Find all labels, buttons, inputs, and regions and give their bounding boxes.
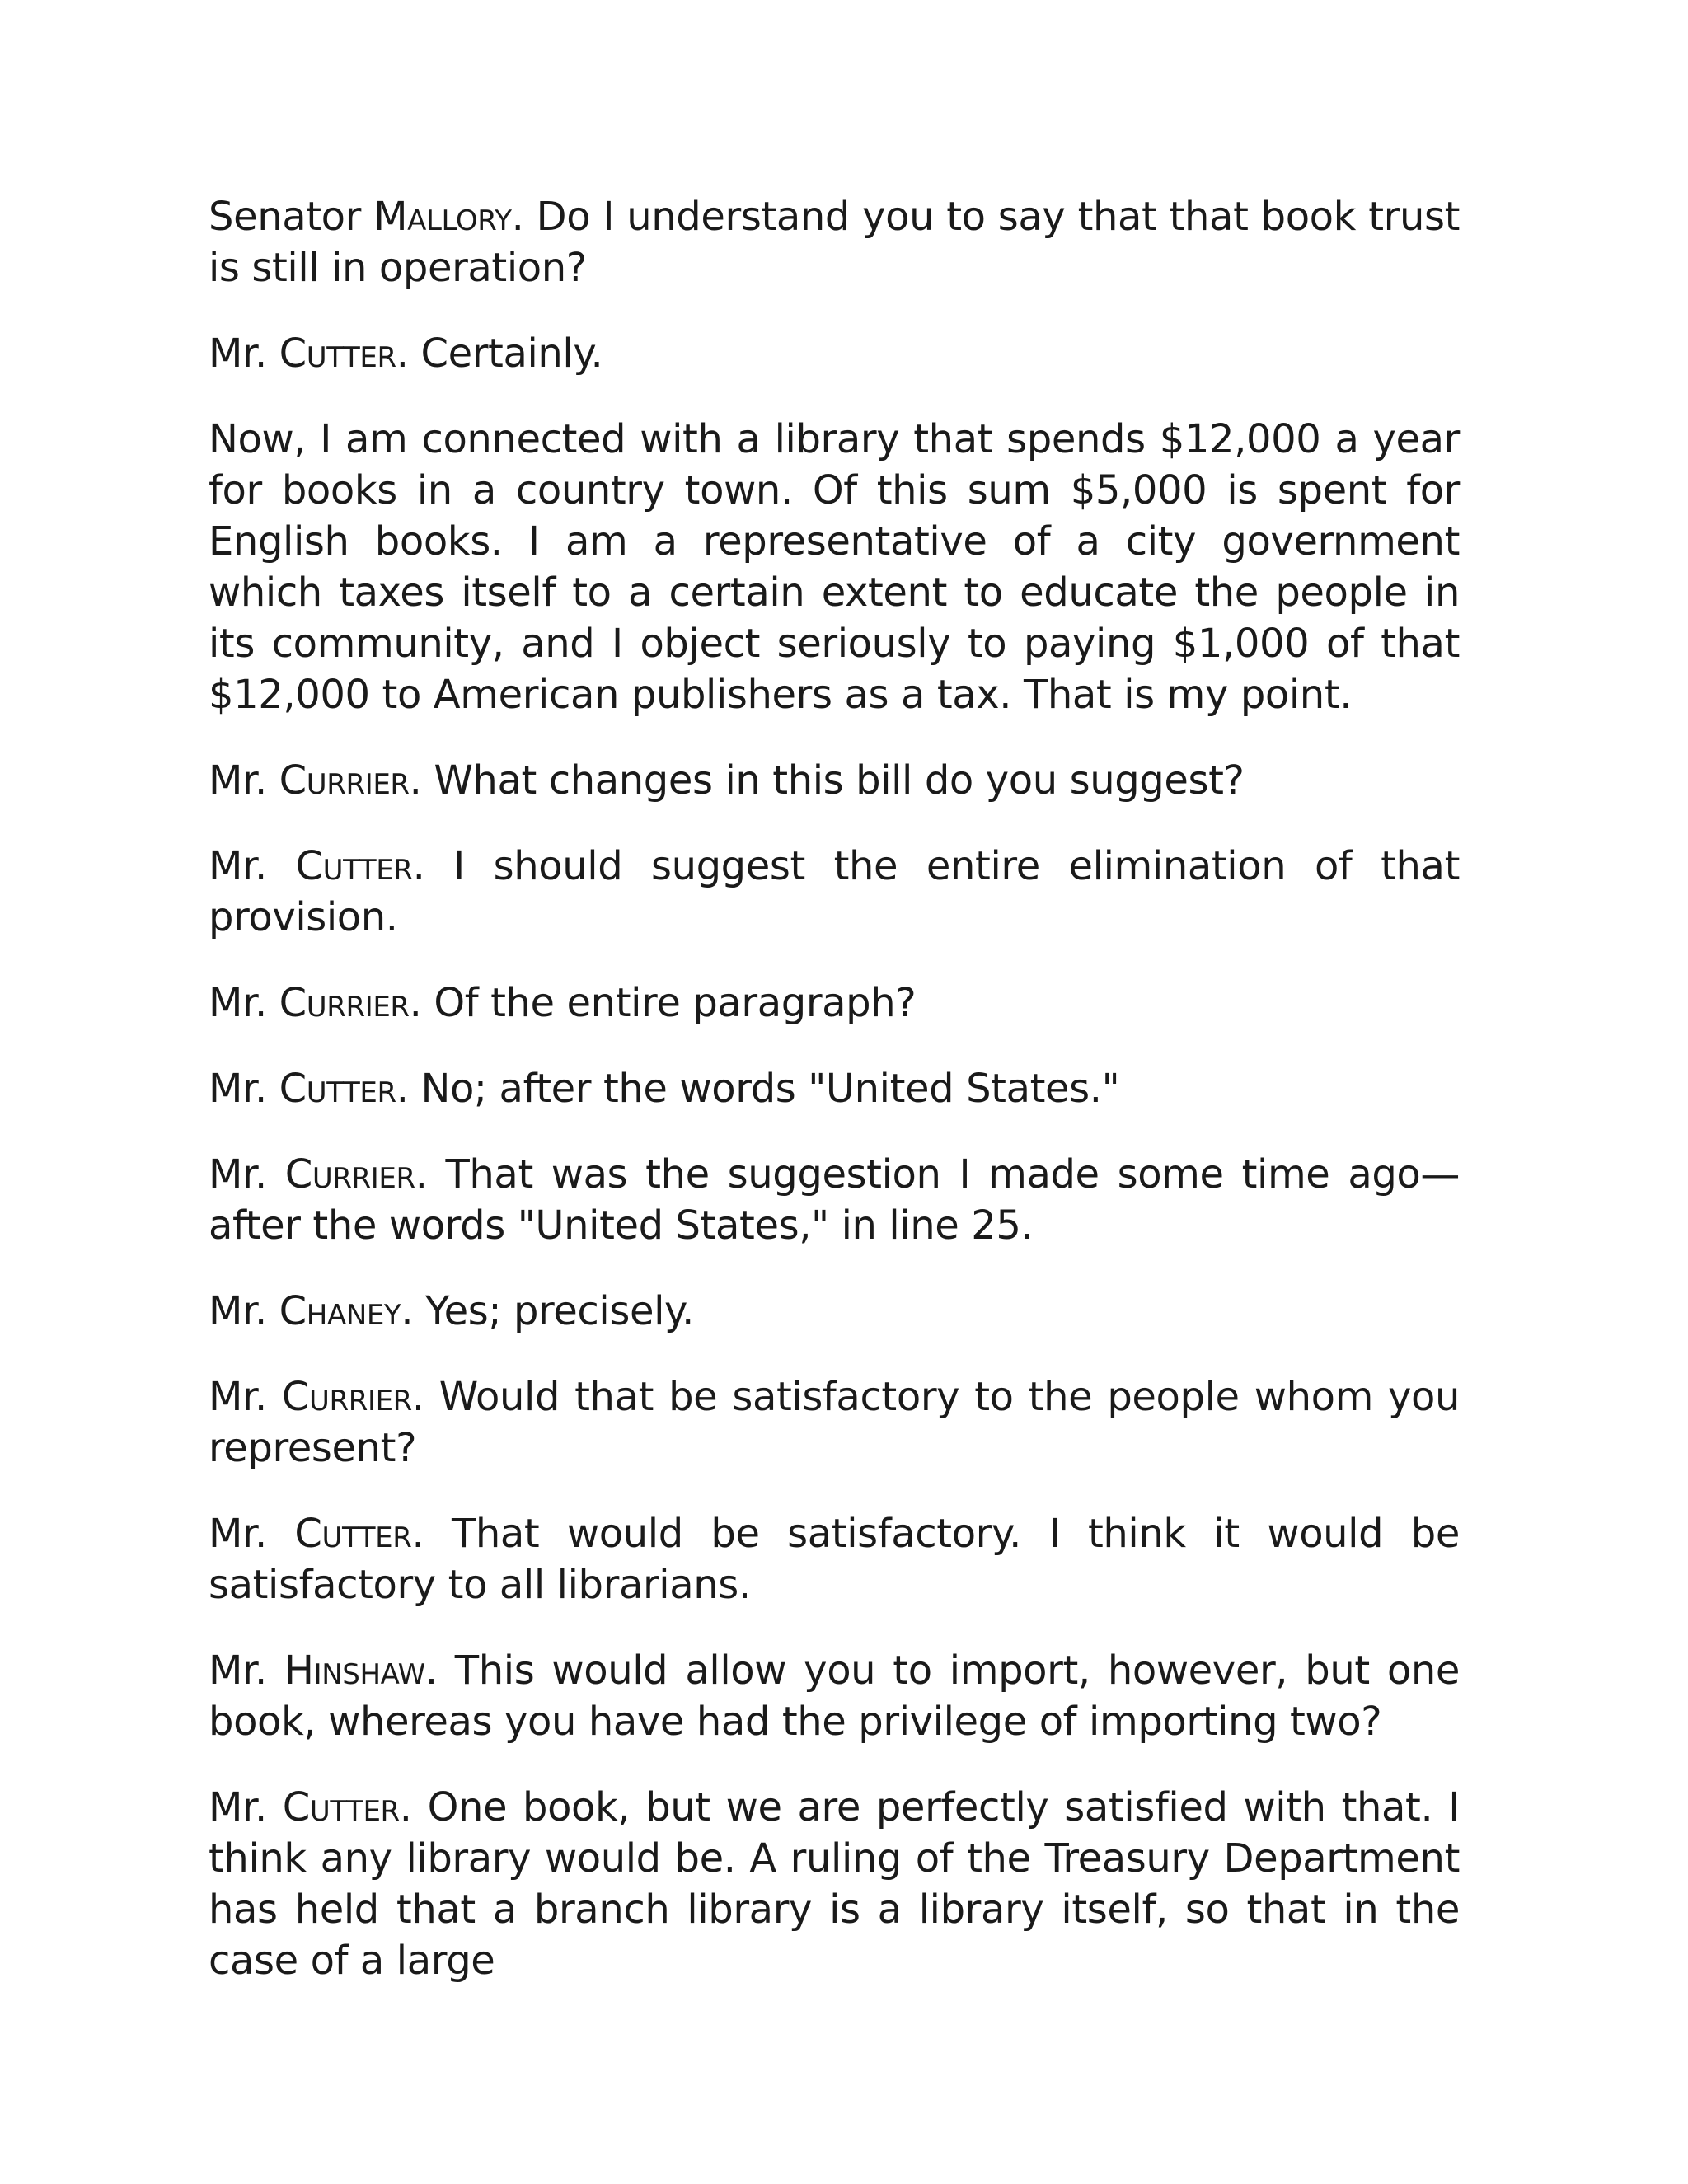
speaker-name: Chaney xyxy=(279,1288,401,1334)
paragraph xyxy=(209,1149,1460,1251)
speaker-title: Mr. xyxy=(209,1066,267,1112)
paragraph xyxy=(209,191,1460,293)
speaker-title: Mr. xyxy=(209,980,267,1026)
speaker-name: Currier xyxy=(284,1151,415,1197)
paragraph-text: . What changes in this bill do you suggest? xyxy=(409,757,1245,804)
speaker-name: Cutter xyxy=(295,843,413,889)
paragraph-text: . Yes; precisely. xyxy=(401,1288,695,1334)
speaker-name: Cutter xyxy=(294,1511,412,1557)
paragraph-text: . That was the suggestion I made some time ago—after the words "United States," in line 25. xyxy=(209,1151,1461,1249)
paragraph-text: . This would allow you to import, however, but one book, whereas you have had the privilege of importing two? xyxy=(209,1647,1460,1745)
paragraph-text: . Do I understand you to say that that book trust is still in operation? xyxy=(209,194,1460,291)
paragraph-text: . One book, but we are perfectly satisfied with that. I think any library would be. A ruling of the Treasury Department has held that a branch library is a library itself, so that in the case of a large xyxy=(209,1784,1460,1984)
speaker-title: Mr. xyxy=(209,1647,267,1694)
paragraph xyxy=(209,755,1460,806)
paragraph-text: . Certainly. xyxy=(396,330,603,377)
paragraph-text: . No; after the words "United States." xyxy=(396,1066,1120,1112)
speaker-name: Currier xyxy=(279,980,410,1026)
paragraph xyxy=(209,977,1460,1029)
paragraph xyxy=(209,414,1460,720)
speaker-name: Cutter xyxy=(279,330,396,377)
speaker-title: Mr. xyxy=(209,330,267,377)
paragraph-text: . That would be satisfactory. I think it would be satisfactory to all librarians. xyxy=(209,1511,1460,1608)
speaker-name: Mallory xyxy=(373,194,512,240)
speaker-name: Currier xyxy=(281,1374,412,1420)
paragraph-text: Now, I am connected with a library that spends $12,000 a year for books in a country town. Of this sum $5,000 is spent for English books. I am a representative of a city government which taxes itself to a certain extent to educate the people in its community, and I object seriously to paying $1,000 of that $12,000 to American publishers as a tax. That is my point. xyxy=(209,416,1460,718)
paragraph-text: . Of the entire paragraph? xyxy=(409,980,917,1026)
speaker-name: Currier xyxy=(279,757,410,804)
speaker-title: Mr. xyxy=(209,1374,267,1420)
speaker-name: Hinshaw xyxy=(284,1647,425,1694)
paragraph-text: . Would that be satisfactory to the people whom you represent? xyxy=(209,1374,1460,1471)
speaker-name: Cutter xyxy=(279,1066,396,1112)
speaker-title: Mr. xyxy=(209,757,267,804)
speaker-title: Mr. xyxy=(209,843,267,889)
speaker-name: Cutter xyxy=(282,1784,400,1830)
paragraph xyxy=(209,1508,1460,1610)
speaker-title: Mr. xyxy=(209,1784,267,1830)
document-page xyxy=(209,191,1460,1986)
paragraph xyxy=(209,1645,1460,1747)
speaker-title: Senator xyxy=(209,194,361,240)
paragraph xyxy=(209,1063,1460,1114)
paragraph-text: . I should suggest the entire elimination of that provision. xyxy=(209,843,1460,940)
paragraph xyxy=(209,1782,1460,1986)
paragraph xyxy=(209,841,1460,943)
speaker-title: Mr. xyxy=(209,1151,267,1197)
speaker-title: Mr. xyxy=(209,1511,267,1557)
speaker-title: Mr. xyxy=(209,1288,267,1334)
paragraph xyxy=(209,1371,1460,1474)
paragraph xyxy=(209,1286,1460,1337)
paragraph xyxy=(209,328,1460,379)
